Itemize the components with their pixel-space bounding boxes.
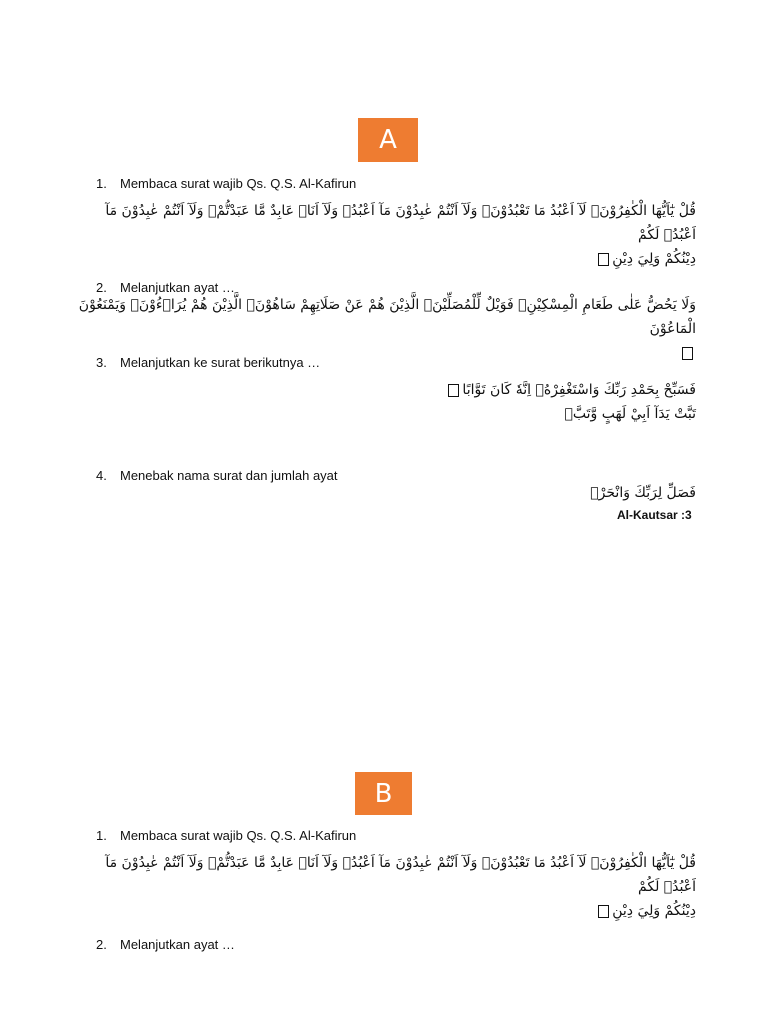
question-text: Melanjutkan ke surat berikutnya … [120,355,321,370]
question-a-1 [96,176,356,191]
arabic-line: وَلَا يَحُضُّ عَلٰى طَعَامِ الْمِسْكِيْنِۗ فَوَيْلٌ لِّلْمُصَلِّيْنَۙ الَّذِيْنَ هُمْ عَنْ صَلَاتِهِمْ سَاهُوْنَۙ الَّذِيْنَ هُمْ يُرَاۤءُوْنَۙ وَيَمْنَعُوْنَ الْمَاعُوْنَ [78,297,696,337]
arabic-text-a-1 [90,199,696,271]
arabic-line: دِيْنُكُمْ وَلِيَ دِيْنِ [612,903,696,919]
question-a-3 [96,355,320,370]
section-b-label: B [374,778,393,809]
question-a-4 [96,468,338,483]
arabic-line: قُلْ يٰٓاَيُّهَا الْكٰفِرُوْنَۙ لَآ اَعْبُدُ مَا تَعْبُدُوْنَۙ وَلَآ اَنْتُمْ عٰبِدُوْنَ مَآ اَعْبُدُۚ وَلَآ اَنَا۠ عَابِدٌ مَّا عَبَدْتُّمْۙ وَلَآ اَنْتُمْ عٰبِدُوْنَ مَآ اَعْبُدُۗ لَكُمْ [105,203,696,243]
placeholder-box-icon [682,347,693,360]
answer-a-4: Al-Kautsar :3 [617,508,692,522]
question-number: 2. [96,280,107,295]
arabic-line: دِيْنُكُمْ وَلِيَ دِيْنِ [612,251,696,267]
question-number: 1. [96,176,107,191]
section-a-label: A [379,125,397,155]
section-a-badge [358,118,418,162]
arabic-line: تَبَّتْ يَدَآ اَبِيْ لَهَبٍ وَّتَبَّۗ [564,406,696,422]
arabic-line: فَسَبِّحْ بِحَمْدِ رَبِّكَ وَاسْتَغْفِرْهُۗ اِنَّهٗ كَانَ تَوَّابًا [462,382,696,398]
arabic-line: فَصَلِّ لِرَبِّكَ وَانْحَرْۗ [590,485,696,501]
question-number: 3. [96,355,107,370]
section-b-badge [355,772,412,815]
question-number: 4. [96,468,107,483]
question-text: Membaca surat wajib Qs. Q.S. Al-Kafirun [120,828,357,843]
arabic-line: قُلْ يٰٓاَيُّهَا الْكٰفِرُوْنَۙ لَآ اَعْبُدُ مَا تَعْبُدُوْنَۙ وَلَآ اَنْتُمْ عٰبِدُوْنَ مَآ اَعْبُدُۚ وَلَآ اَنَا۠ عَابِدٌ مَّا عَبَدْتُّمْۙ وَلَآ اَنْتُمْ عٰبِدُوْنَ مَآ اَعْبُدُۗ لَكُمْ [105,855,696,895]
question-number: 2. [96,937,107,952]
placeholder-box-icon [598,905,609,918]
question-text: Menebak nama surat dan jumlah ayat [120,468,338,483]
placeholder-box-icon [598,253,609,266]
placeholder-box-icon [448,384,459,397]
arabic-text-a-4 [500,481,696,505]
question-text: Melanjutkan ayat … [120,280,235,295]
question-text: Membaca surat wajib Qs. Q.S. Al-Kafirun [120,176,357,191]
question-number: 1. [96,828,107,843]
question-b-2 [96,937,235,952]
question-text: Melanjutkan ayat … [120,937,235,952]
question-b-1 [96,828,356,843]
arabic-text-a-3 [300,378,696,426]
arabic-text-b-1 [90,851,696,923]
